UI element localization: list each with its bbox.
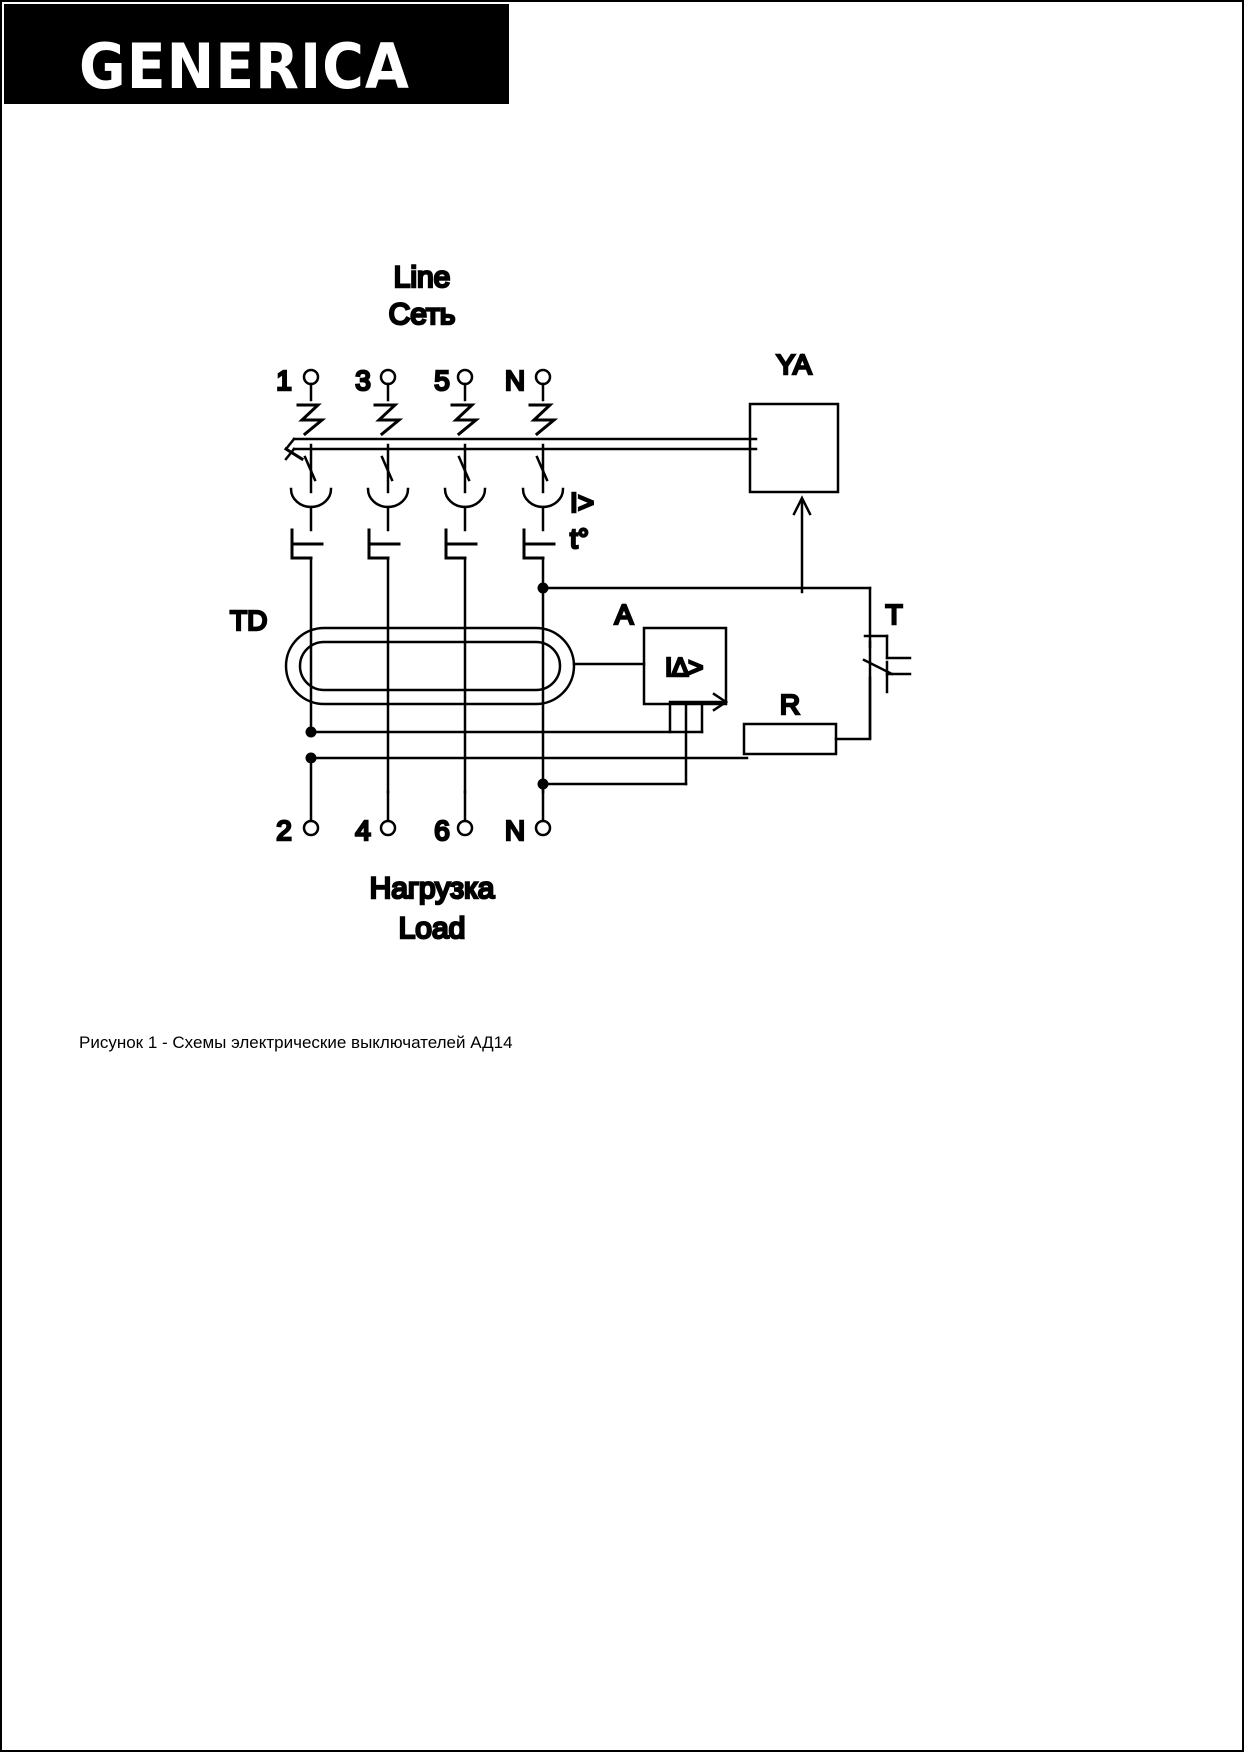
schematic-diagram <box>2 2 1244 1754</box>
terminal-dot-top-1 <box>304 370 318 384</box>
terminal-dot-top-3 <box>381 370 395 384</box>
label-resistor: R <box>779 689 801 720</box>
terminal-bottom-N: N <box>504 815 526 846</box>
terminal-dot-bottom-4 <box>381 821 395 835</box>
label-residual: I∆> <box>665 652 704 682</box>
terminal-dot-bottom-2 <box>304 821 318 835</box>
terminal-bottom-4: 4 <box>355 815 371 846</box>
terminal-bottom-2: 2 <box>276 815 292 846</box>
label-transformer: TD <box>230 605 268 636</box>
label-load-ru: Нагрузка <box>369 872 495 905</box>
label-trip-coil: YA <box>776 349 812 380</box>
label-line-en: Line <box>393 261 451 294</box>
current-transformer-inner <box>300 642 560 690</box>
label-test-button: T <box>885 599 903 630</box>
trip-coil-block <box>750 404 838 492</box>
label-line-ru: Сеть <box>388 298 456 331</box>
figure-caption: Рисунок 1 - Схемы электрические выключателей АД14 <box>79 1033 513 1052</box>
terminal-bottom-6: 6 <box>434 815 450 846</box>
terminal-top-5: 5 <box>434 365 450 396</box>
current-transformer-outer <box>286 628 574 704</box>
label-thermal: t° <box>570 523 589 554</box>
label-overcurrent: I> <box>570 487 595 518</box>
terminal-top-1: 1 <box>276 365 292 396</box>
junction-dot-load-1 <box>306 727 317 738</box>
terminal-top-3: 3 <box>355 365 371 396</box>
brand-logo: GENERICA <box>79 30 410 103</box>
resistor-block <box>744 724 836 754</box>
label-amplifier: A <box>614 599 634 630</box>
terminal-dot-top-5 <box>458 370 472 384</box>
terminal-dot-top-N <box>536 370 550 384</box>
terminal-top-N: N <box>504 365 526 396</box>
terminal-dot-bottom-N <box>536 821 550 835</box>
terminal-dot-bottom-6 <box>458 821 472 835</box>
label-load-en: Load <box>398 912 466 945</box>
